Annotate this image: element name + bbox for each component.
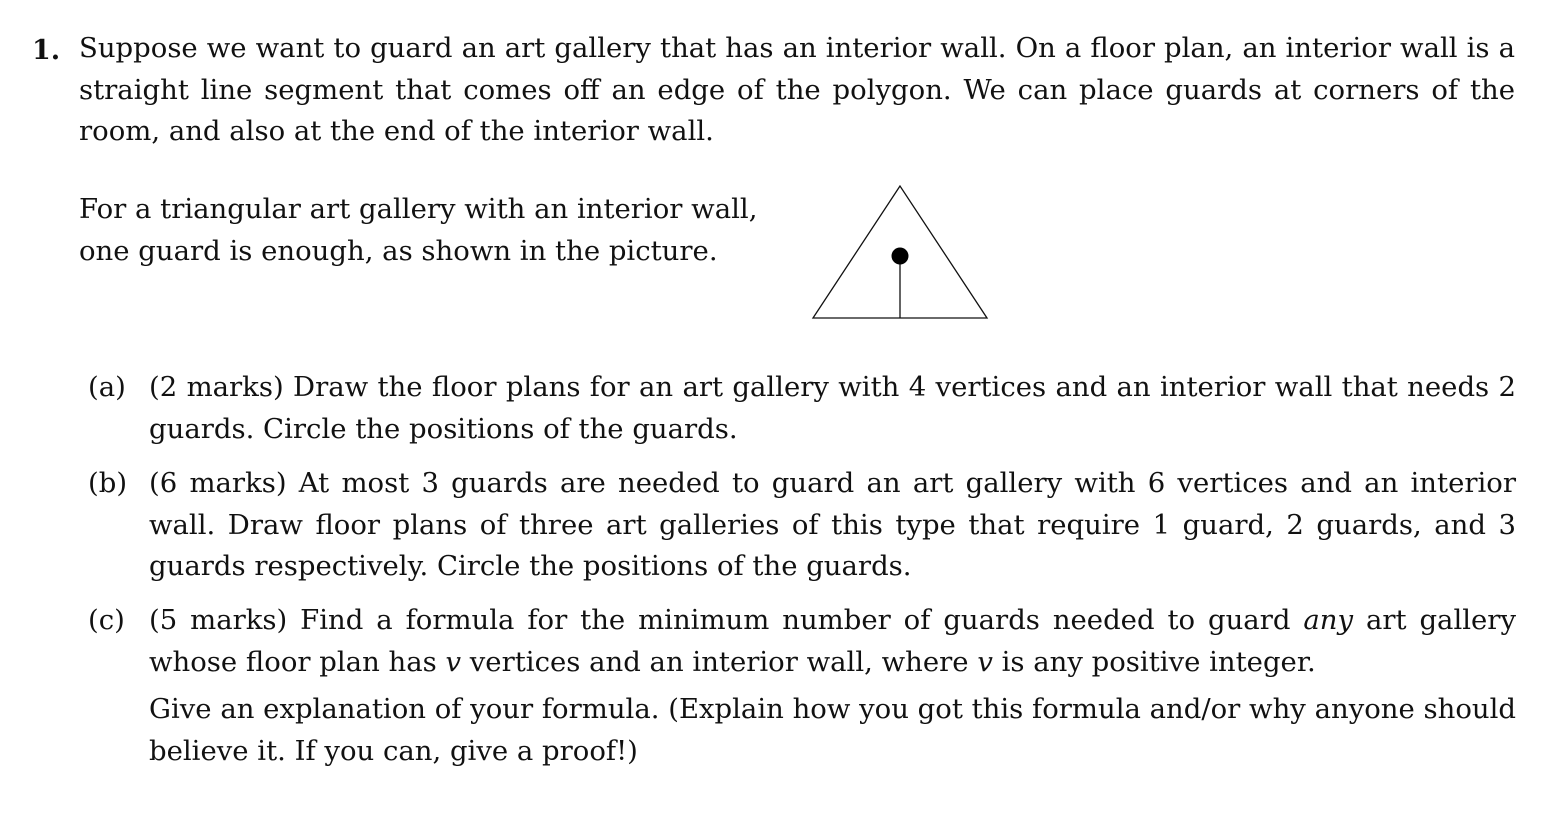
- part-c: [88, 600, 1516, 772]
- part-c-paragraph-1: [149, 600, 1516, 683]
- part-c-text-2: art gallery whose floor plan has: [149, 604, 1516, 678]
- part-a-text: (2 marks) Draw the floor plans for an art gallery with 4 vertices and an interior wall that needs 2 guards. Circle the positions of the guards.: [149, 371, 1516, 445]
- question-number: 1.: [32, 35, 61, 66]
- triangle-gallery-figure: [808, 180, 994, 324]
- part-c-text-3: vertices and an interior wall, where: [461, 645, 978, 678]
- part-b-label: (b): [88, 467, 128, 499]
- question-intro: Suppose we want to guard an art gallery that has an interior wall. On a floor plan, an interior wall is a straight line segment that comes off an edge of the polygon. We can place guards at corners of the room, and also at the end of the interior wall.: [79, 32, 1515, 147]
- part-c-body: [149, 600, 1516, 772]
- example-line-1: For a triangular art gallery with an interior wall,: [79, 193, 758, 225]
- part-c-text-4: is any positive integer.: [992, 645, 1316, 678]
- part-a-label: (a): [88, 371, 126, 403]
- part-c-variable-v-2: v: [977, 645, 993, 678]
- example-line-2: one guard is enough, as shown in the picture.: [79, 234, 718, 267]
- part-c-text-1: (5 marks) Find a formula for the minimum number of guards needed to guard: [149, 604, 1304, 636]
- part-c-label: (c): [88, 604, 125, 636]
- part-a: [88, 367, 1516, 450]
- part-c-variable-v-1: v: [445, 645, 462, 678]
- part-b: [88, 463, 1516, 588]
- guard-dot: [892, 248, 909, 265]
- part-c-emphasis-any: any: [1303, 604, 1354, 636]
- part-b-text: (6 marks) At most 3 guards are needed to guard an art gallery with 6 vertices and an interior wall. Draw floor plans of three art galleries of this type that require 1 guard, 2 guards, and 3 guards respectively. Circle the positions of the guards.: [149, 467, 1516, 582]
- example-text: [79, 189, 757, 272]
- part-c-paragraph-2: Give an explanation of your formula. (Explain how you got this formula and/or why anyone should believe it. If you can, give a proof!): [149, 693, 1516, 767]
